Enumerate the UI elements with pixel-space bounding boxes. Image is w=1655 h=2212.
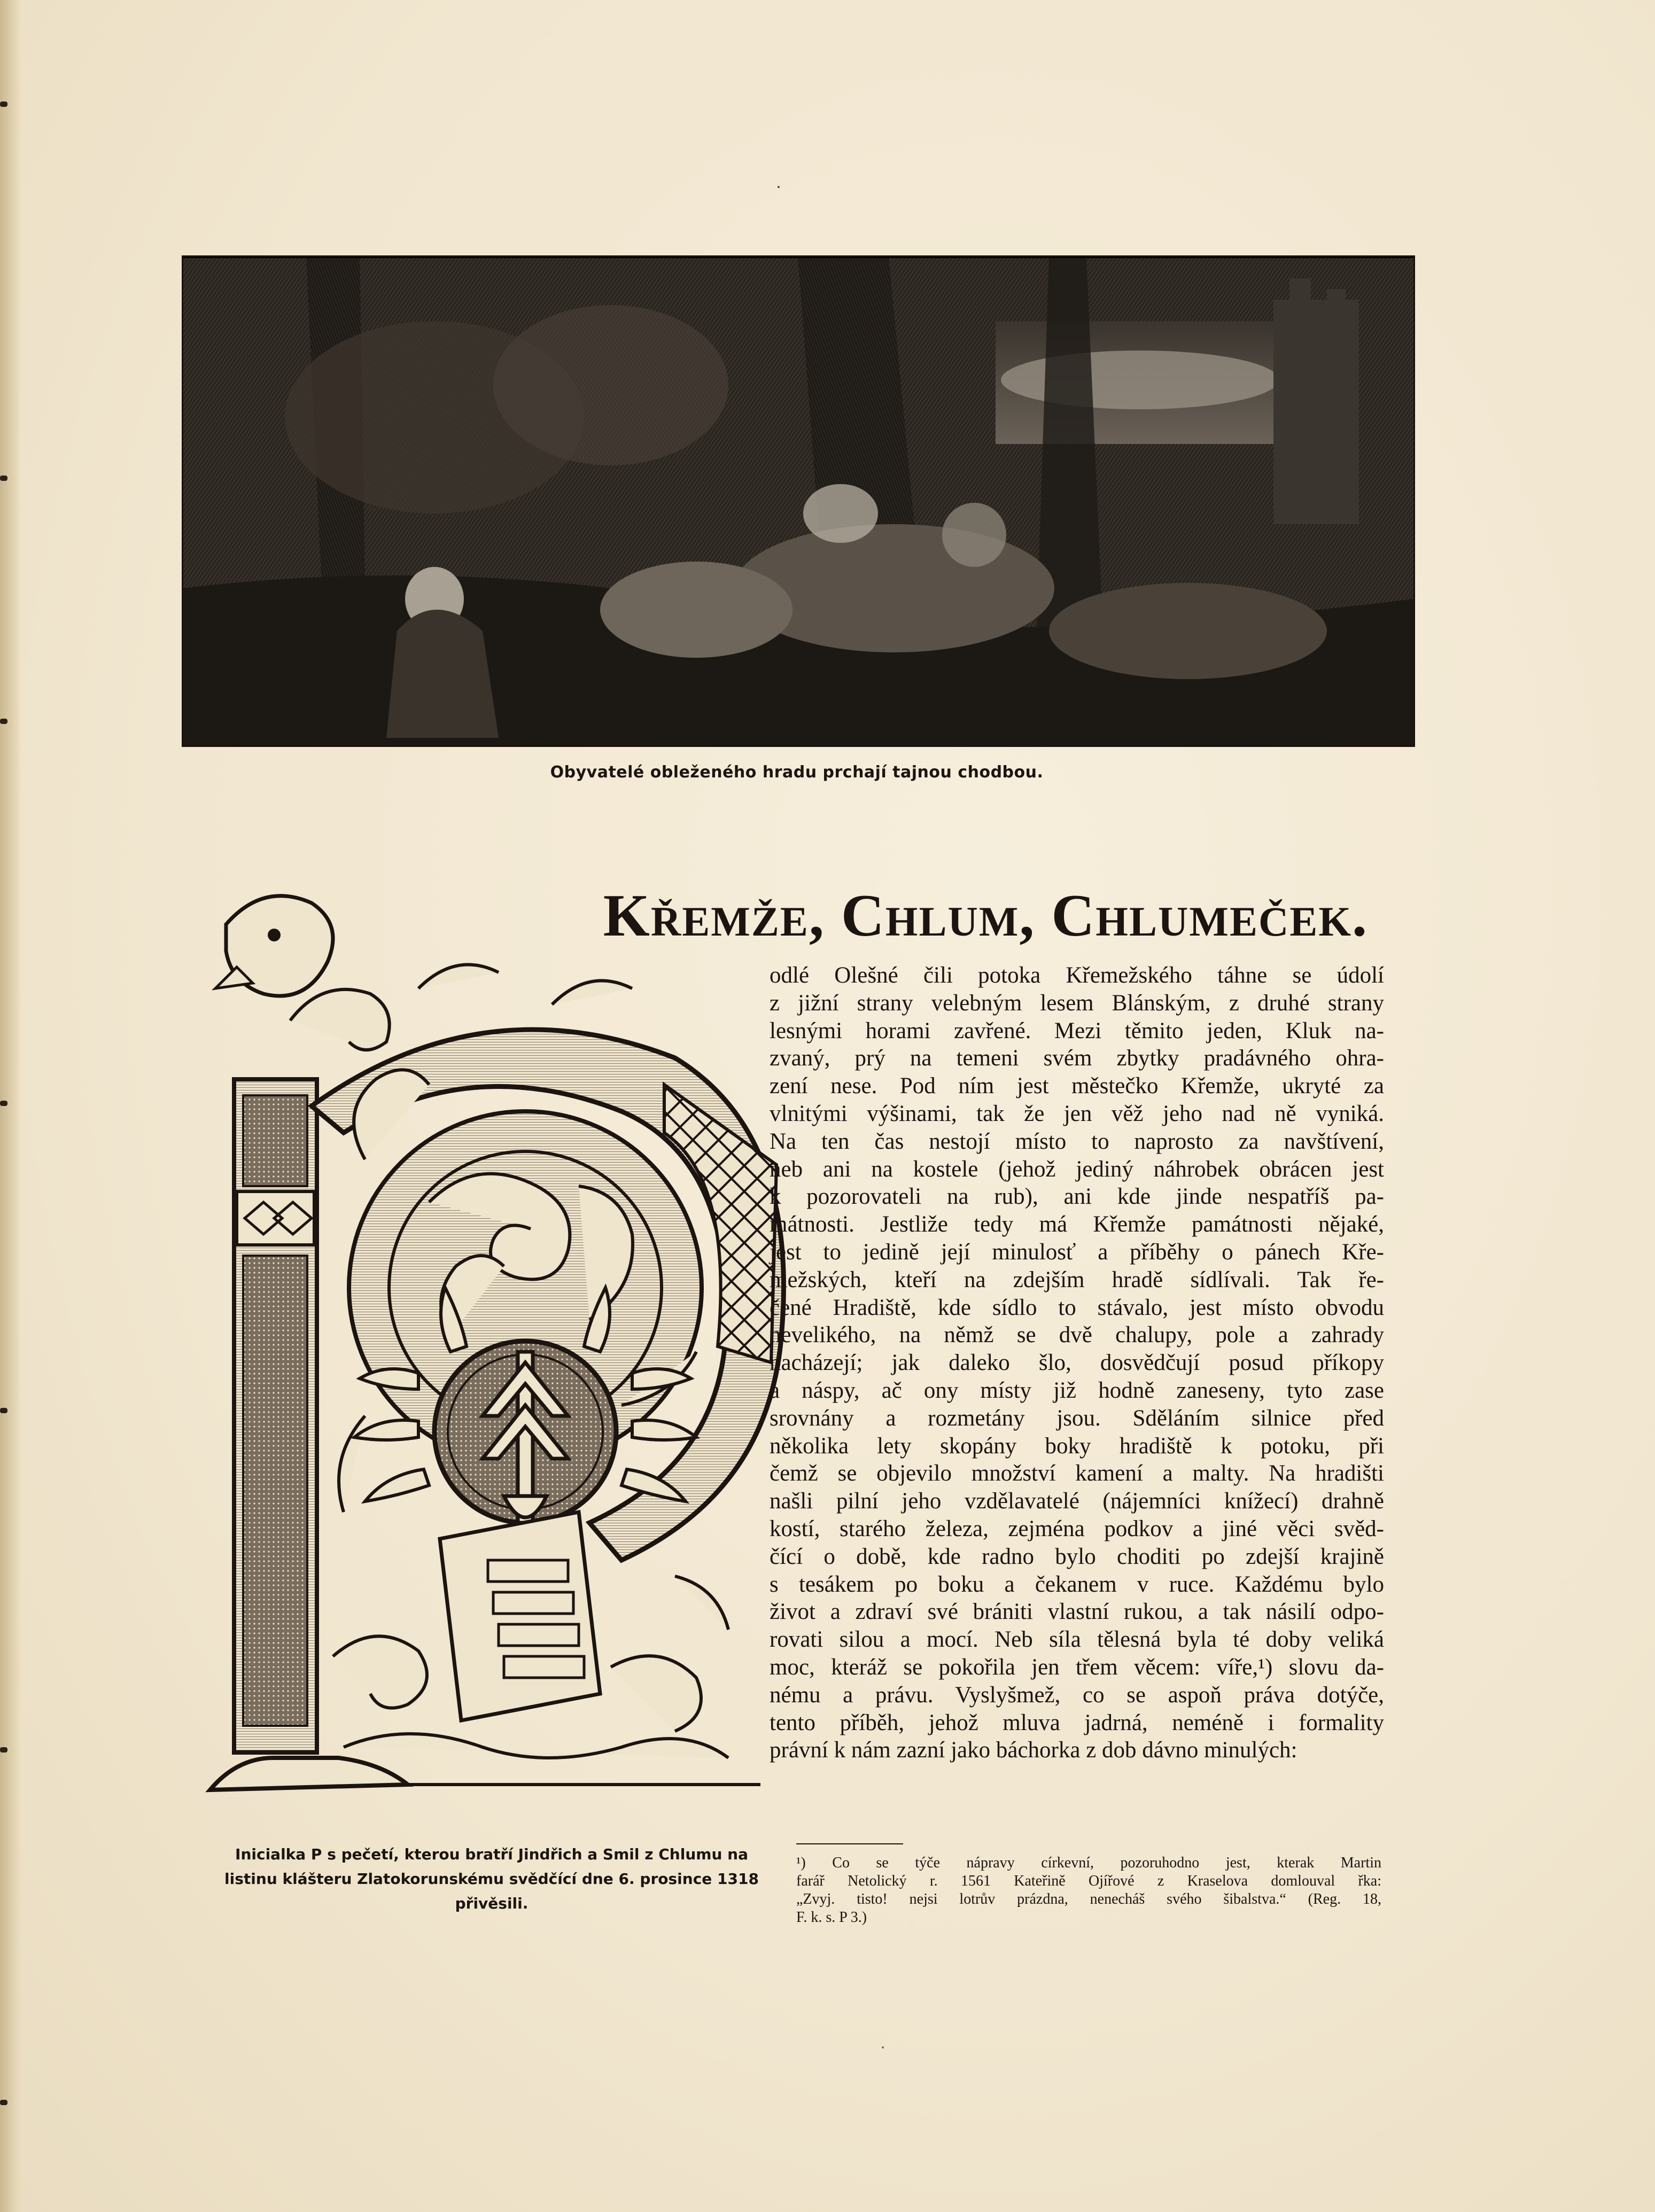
initial-caption: Inicialka P s pečetí, kterou bratří Jindřich a Smil z Chlumu na listinu klášteru Zlatokorunskému svědčící dne 6. prosince 1318 přivěsili. — [224, 1845, 759, 1912]
footnote-line: farář Netolický r. 1561 Kateřině Ojířové z Kraselova domlouval řka: — [796, 1873, 1381, 1889]
body-line: rovati silou a mocí. Neb síla tělesná byla té doby veliká — [770, 1627, 1384, 1653]
body-line: zvaný, prý na temeni svém zbytky pradávného ohra- — [770, 1046, 1384, 1071]
body-line: s tesákem po boku a čekanem v ruce. Každému bylo — [770, 1571, 1384, 1597]
body-line: nevelikého, na němž se dvě chalupy, pole a zahrady — [770, 1322, 1384, 1348]
body-line: našli pilní jeho vzdělavatelé (nájemníci knížecí) drahně — [770, 1489, 1384, 1514]
body-line: a náspy, ač ony místy již hodně zaneseny, tyto zase — [770, 1377, 1384, 1403]
speck — [778, 186, 780, 188]
illustration-caption: Obyvatelé obleženého hradu prchají tajnou chodbou. — [550, 763, 1044, 782]
body-line: několika lety skopány boky hradiště k potoku, při — [770, 1433, 1384, 1459]
body-line: život a zdraví své brániti vlastní rukou, a tak násilí odpo- — [770, 1599, 1384, 1625]
body-line: neb ani na kostele (jehož jediný náhrobek obrácen jest — [770, 1156, 1384, 1182]
body-line: čené Hradiště, kde sídlo to stávalo, jest místo obvodu — [770, 1295, 1384, 1320]
body-line: tento příběh, jehož mluva jadrná, neméně i formality — [770, 1710, 1384, 1735]
page-title: Křemže, Chlum, Chlumeček. — [603, 883, 1368, 949]
article-body — [770, 962, 1384, 1764]
body-line: z jižní strany velebným lesem Blánským, z druhé strany — [770, 990, 1384, 1016]
body-line: nému a právu. Vyslyšmež, co se aspoň práva dotýče, — [770, 1682, 1384, 1708]
footnote-rule — [796, 1843, 903, 1844]
body-line: Na ten čas nestojí místo to naprosto za navštívení, — [770, 1128, 1384, 1154]
body-line: vlnitými výšinami, tak že jen věž jeho nad ně vyniká. — [770, 1101, 1384, 1126]
footnote — [796, 1854, 1381, 1927]
body-line: moc, kteráž se pokořila jen třem věcem: víře,¹) slovu da- — [770, 1654, 1384, 1680]
body-line: zení nese. Pod ním jest městečko Křemže, ukryté za — [770, 1073, 1384, 1099]
body-line: odlé Olešné čili potoka Křemežského táhne se údolí — [770, 963, 1384, 988]
body-line: nacházejí; jak daleko šlo, dosvědčují posud příkopy — [770, 1350, 1384, 1376]
body-line: mátnosti. Jestliže tedy má Křemže památnosti nějaké, — [770, 1212, 1384, 1237]
body-line: mežských, kteří na zdejším hradě sídlívali. Tak ře- — [770, 1267, 1384, 1292]
footnote-line: ¹) Co se týče nápravy církevní, pozoruhodno jest, kterak Martin — [796, 1855, 1381, 1871]
body-line: srovnány a rozmetány jsou. Sděláním silnice před — [770, 1405, 1384, 1431]
ornamental-initial-p — [205, 882, 787, 1822]
body-line: právní k nám zazní jako báchorka z dob dávno minulých: — [770, 1738, 1297, 1763]
page-binding-edge — [0, 0, 21, 2212]
body-line: čící o době, kde radno bylo choditi po zdejší krajině — [770, 1544, 1384, 1569]
body-line: čemž se objevilo množství kamení a malty. Na hradišti — [770, 1461, 1384, 1486]
footnote-line: F. k. s. P 3.) — [796, 1909, 867, 1926]
body-line: lesnými horami zavřené. Mezi těmito jeden, Kluk na- — [770, 1018, 1384, 1043]
forest-escape-engraving — [182, 255, 1415, 747]
speck — [882, 2046, 884, 2049]
body-line: k pozorovateli na rub), ani kde jinde nespatříš pa- — [770, 1184, 1384, 1210]
body-line: jest to jedině její minulosť a příběhy o pánech Kře- — [770, 1239, 1384, 1265]
footnote-line: „Zvyj. tisto! nejsi lotrův prázdna, nenecháš svého šibalstva.“ (Reg. 18, — [796, 1891, 1381, 1907]
body-line: kostí, starého železa, zejména podkov a jiné věci svěd- — [770, 1516, 1384, 1541]
